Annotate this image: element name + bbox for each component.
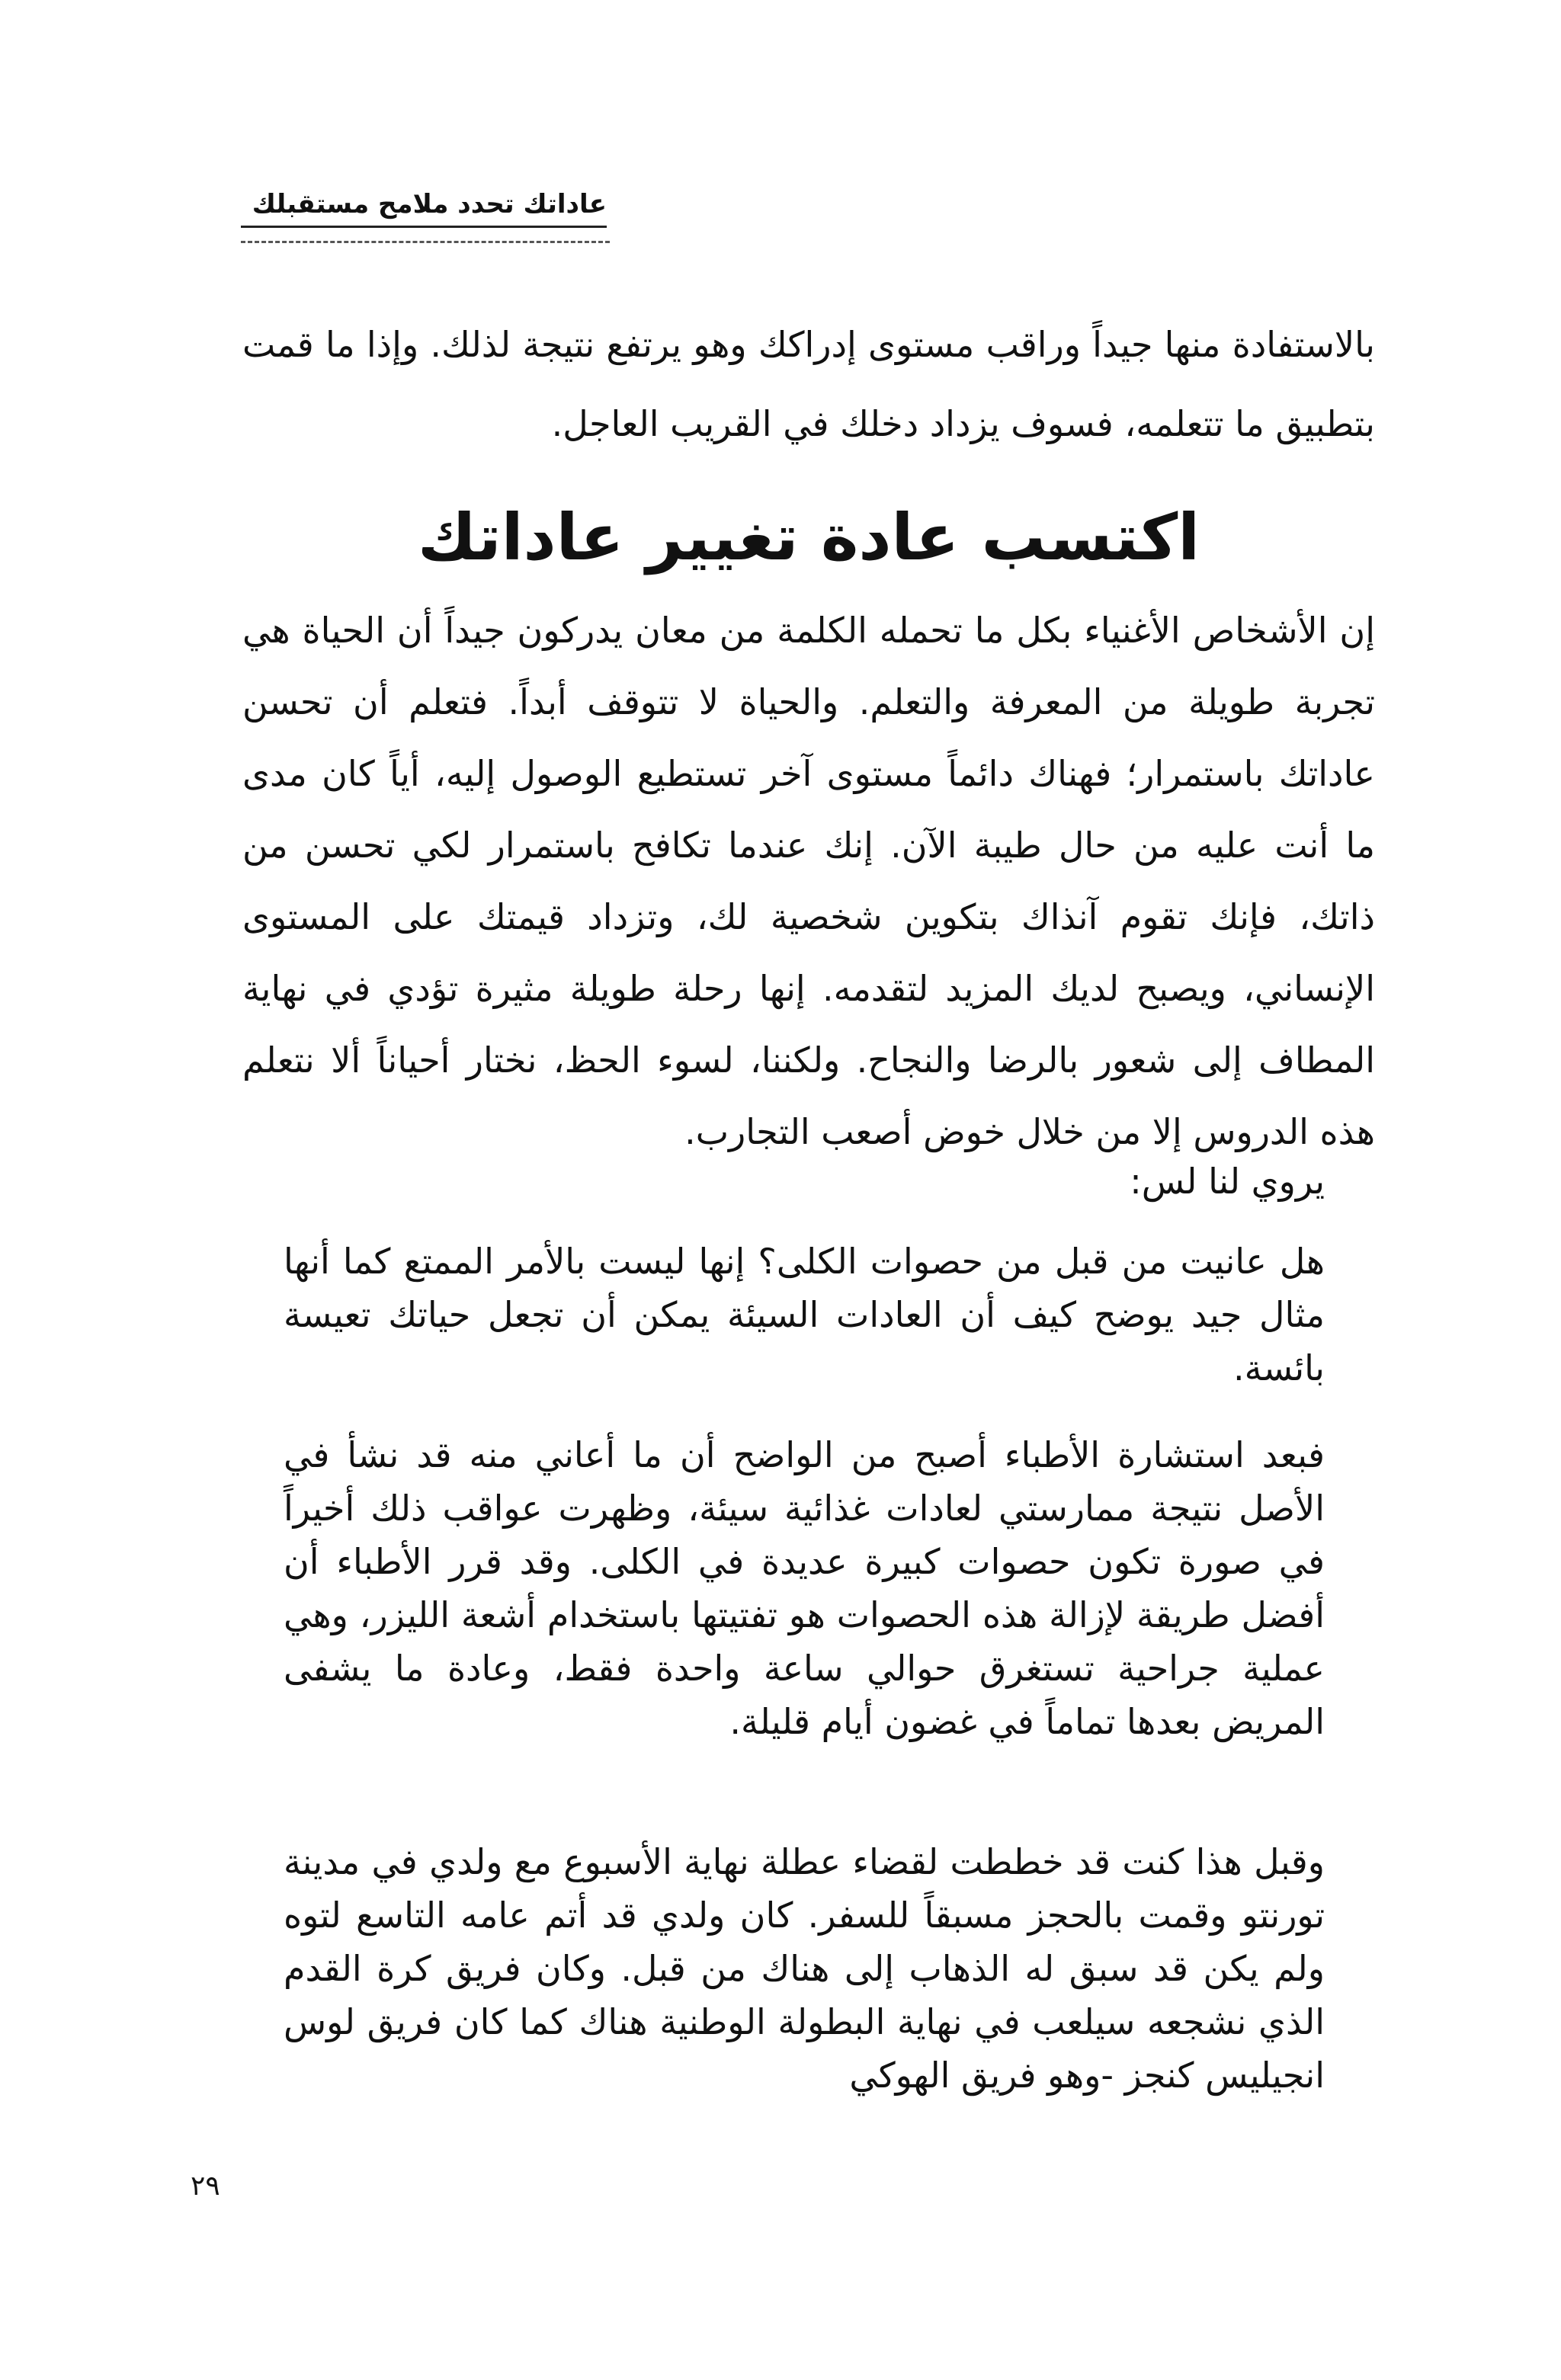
quote-paragraph: وقبل هذا كنت قد خططت لقضاء عطلة نهاية الأسبوع مع ولدي في مدينة تورنتو وقمت بالحجز مسبقاً للسفر. كان ولدي قد أتم عامه التاسع لتوه ولم يكن قد سبق له الذهاب إلى هناك من قبل. وكان فريق كرة القدم الذي نشجعه سيلعب في نهاية البطولة الوطنية هناك كما كان فريق لوس انجيليس كنجز -وهو فريق الهوكي xyxy=(284,1841,1325,2096)
intro-paragraph: بالاستفادة منها جيداً وراقب مستوى إدراكك وهو يرتفع نتيجة لذلك. وإذا ما قمت بتطبيق ما تتعلمه، فسوف يزداد دخلك في القريب العاجل. xyxy=(242,324,1375,444)
header-divider xyxy=(241,241,610,243)
running-header: عاداتك تحدد ملامح مستقبلك xyxy=(241,187,607,228)
section-title: اكتسب عادة تغيير عاداتك xyxy=(417,500,1200,575)
body-paragraph: إن الأشخاص الأغنياء بكل ما تحمله الكلمة من معان يدركون جيداً أن الحياة هي تجربة طويلة من المعرفة والتعلم. والحياة لا تتوقف أبداً. فتعلم أن تحسن عاداتك باستمرار؛ فهناك دائماً مستوى آخر تستطيع الوصول إليه، أياً كان مدى ما أنت عليه من حال طيبة الآن. إنك عندما تكافح باستمرار لكي تحسن من ذاتك، فإنك تقوم آنذاك بتكوين شخصية لك، وتزداد قيمتك على المستوى الإنساني، ويصبح لديك المزيد لتقدمه. إنها رحلة طويلة مثيرة تؤدي في نهاية المطاف إلى شعور بالرضا والنجاح. ولكننا، لسوء الحظ، نختار أحياناً ألا نتعلم هذه الدروس إلا من خلال خوض أصعب التجارب. xyxy=(242,610,1375,1152)
quote-intro: يروي لنا لس: xyxy=(1130,1161,1325,1202)
page-number: ٢٩ xyxy=(191,2170,220,2202)
quote-paragraph: هل عانيت من قبل من حصوات الكلى؟ إنها ليست بالأمر الممتع كما أنها مثال جيد يوضح كيف أن العادات السيئة يمكن أن تجعل حياتك تعيسة بائسة. xyxy=(284,1241,1325,1389)
quote-paragraph: فبعد استشارة الأطباء أصبح من الواضح أن ما أعاني منه قد نشأ في الأصل نتيجة ممارستي لعادات غذائية سيئة، وظهرت عواقب ذلك أخيراً في صورة تكون حصوات كبيرة عديدة في الكلى. وقد قرر الأطباء أن أفضل طريقة لإزالة هذه الحصوات هو تفتيتها باستخدام أشعة الليزر، وهي عملية جراحية تستغرق حوالي ساعة واحدة فقط، وعادة ما يشفى المريض بعدها تماماً في غضون أيام قليلة. xyxy=(284,1434,1325,1742)
